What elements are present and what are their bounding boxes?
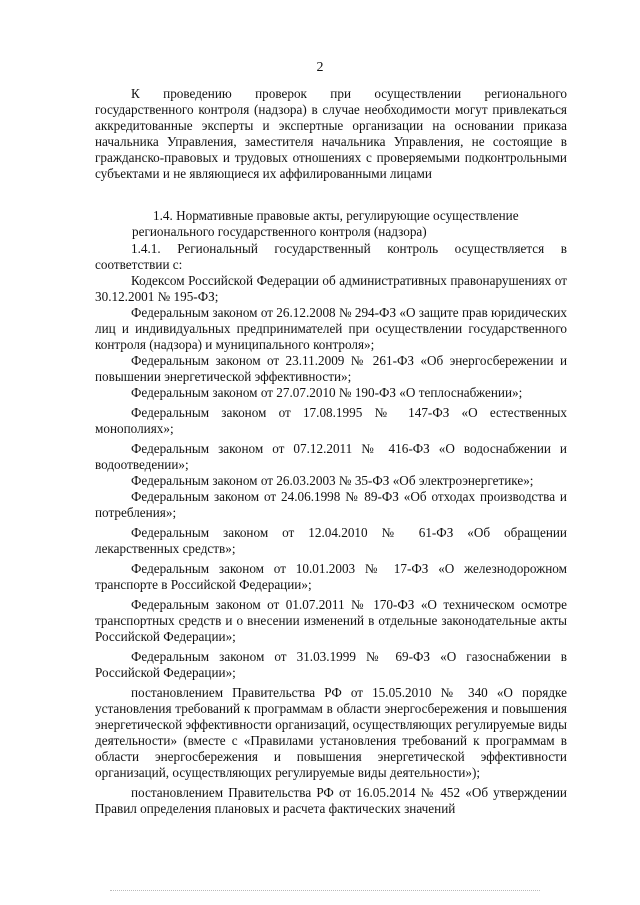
legal-act-item: постановлением Правительства РФ от 16.05.2014 № 452 «Об утверждении Правил определения плановых и расчета фактических значений — [95, 785, 567, 816]
legal-act-item: Федеральным законом от 24.06.1998 № 89-ФЗ «Об отходах производства и потребления»; — [95, 489, 567, 520]
legal-act-item: Федеральным законом от 26.03.2003 № 35-ФЗ «Об электроэнергетике»; — [131, 473, 534, 488]
section-heading-line-2: регионального государственного контроля (надзора) — [132, 224, 427, 239]
page-number: 2 — [316, 60, 324, 75]
intro-paragraph: К проведению проверок при осуществлении регионального государственного контроля (надзора) в случае необходимости могут привлекаться аккредитованные эксперты и экспертные организации на основании приказа начальника Управления, заместителя начальника Управления, не состоящие в гражданско-правовых и трудовых отношениях с проверяемыми подконтрольными субъектами и не являющиеся их аффилированными лицами — [95, 86, 567, 181]
legal-act-item: Федеральным законом от 12.04.2010 № 61-ФЗ «Об обращении лекарственных средств»; — [95, 525, 567, 556]
legal-act-item: Федеральным законом от 01.07.2011 № 170-ФЗ «О техническом осмотре транспортных средств и о внесении изменений в отдельные законодательные акты Российской Федерации»; — [95, 597, 567, 644]
legal-act-item: постановлением Правительства РФ от 15.05.2010 № 340 «О порядке установления требований к программам в области энергосбережения и повышения энергетической эффективности организаций, осуществляющих регулируемые виды деятельности» (вместе с «Правилами установления требований к программам в области энергосбережения и повышения энергетической эффективности организаций, осуществляющих регулируемые виды деятельности»); — [95, 685, 567, 780]
section-heading — [95, 208, 567, 240]
legal-act-item: Федеральным законом от 17.08.1995 № 147-ФЗ «О естественных монополиях»; — [95, 405, 567, 436]
legal-act-item: Федеральным законом от 31.03.1999 № 69-ФЗ «О газоснабжении в Российской Федерации»; — [95, 649, 567, 680]
legal-act-item: Федеральным законом от 10.01.2003 № 17-ФЗ «О железнодорожном транспорте в Российской Федерации»; — [95, 561, 567, 592]
legal-acts-section — [95, 241, 567, 817]
legal-act-item: Федеральным законом от 26.12.2008 № 294-ФЗ «О защите прав юридических лиц и индивидуальных предпринимателей при осуществлении государственного контроля (надзора) и муниципального контроля»; — [95, 305, 567, 352]
scan-edge-artifact — [110, 890, 540, 893]
legal-act-item: Федеральным законом от 23.11.2009 № 261-ФЗ «Об энергосбережении и повышении энергетической эффективности»; — [95, 353, 567, 384]
subsection-intro: 1.4.1. Региональный государственный контроль осуществляется в соответствии с: — [95, 241, 567, 272]
legal-act-item: Федеральным законом от 27.07.2010 № 190-ФЗ «О теплоснабжении»; — [131, 385, 523, 400]
legal-act-item: Кодексом Российской Федерации об административных правонарушениях от 30.12.2001 № 195-ФЗ; — [95, 273, 567, 304]
section-heading-line-1: 1.4. Нормативные правовые акты, регулирующие осуществление — [153, 208, 519, 223]
legal-act-item: Федеральным законом от 07.12.2011 № 416-ФЗ «О водоснабжении и водоотведении»; — [95, 441, 567, 472]
